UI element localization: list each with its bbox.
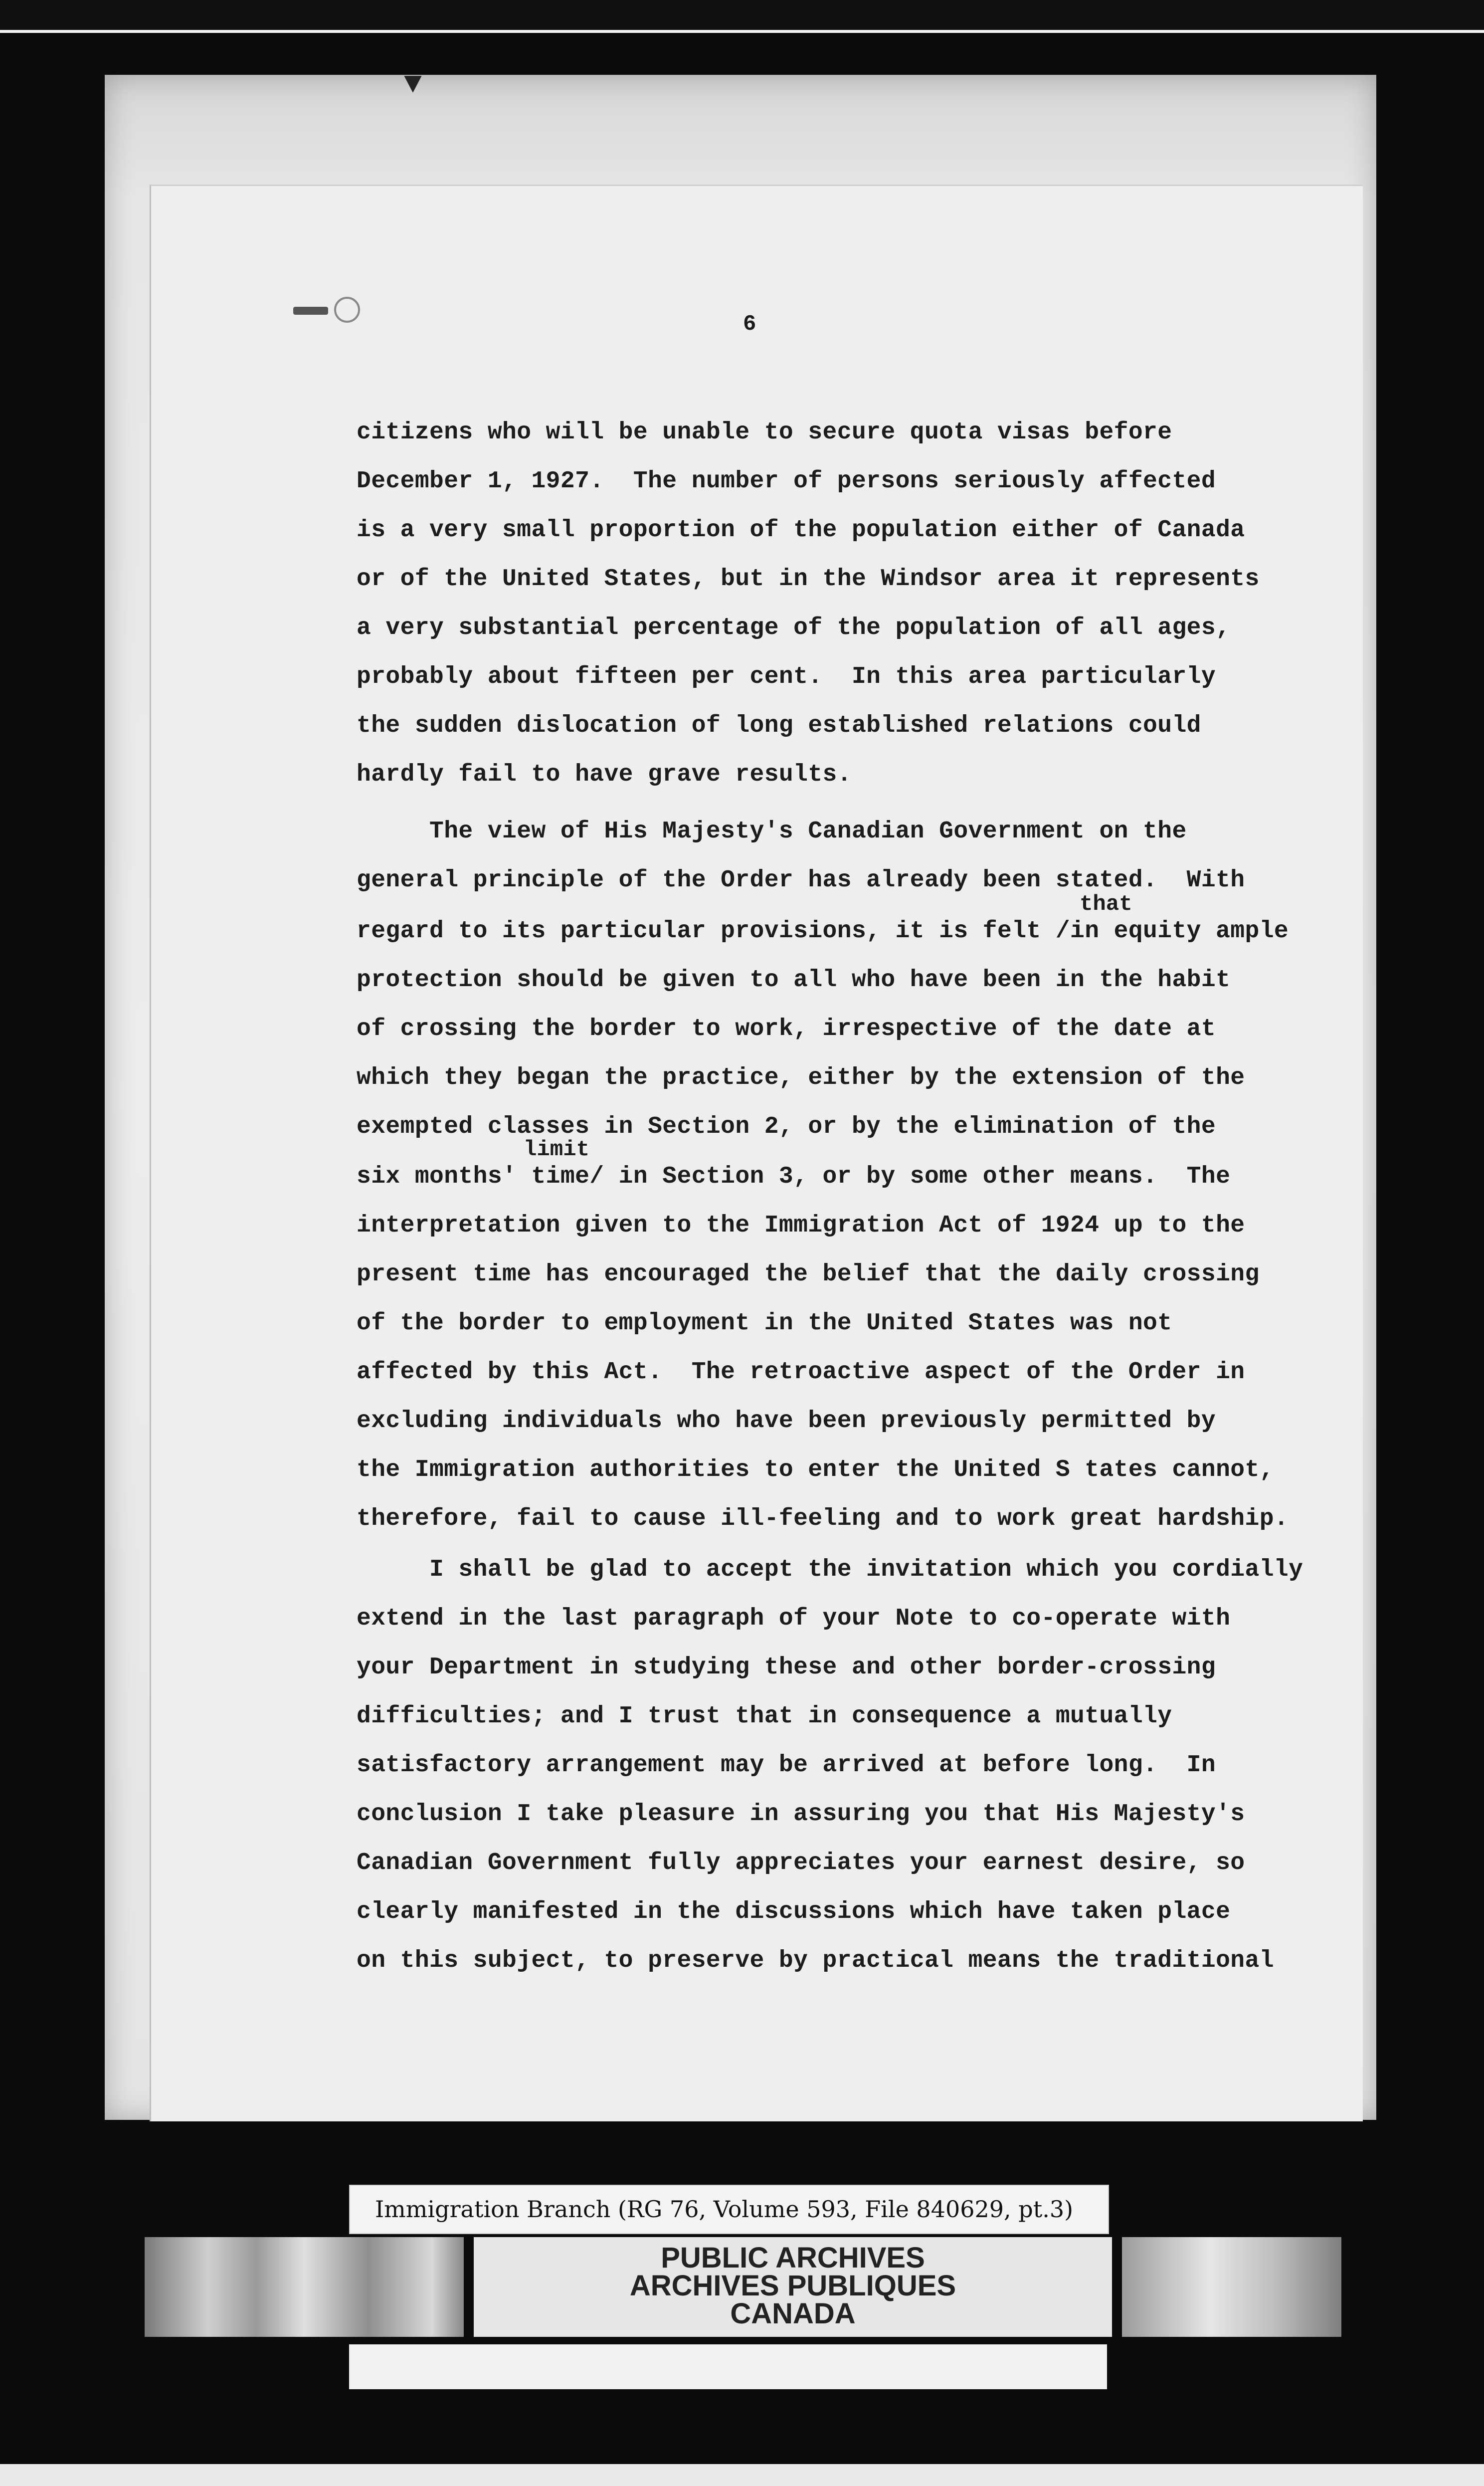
text-line: Canadian Government fully appreciates your earnest desire, so: [357, 1850, 1245, 1876]
text-line: your Department in studying these and other border-crossing: [357, 1654, 1216, 1681]
stamp-line-1: PUBLIC ARCHIVES: [661, 2242, 925, 2274]
text-line: December 1, 1927. The number of persons seriously affected: [357, 468, 1216, 495]
text-line: The view of His Majesty's Canadian Government on the: [357, 818, 1187, 845]
film-frame-left: [145, 2237, 464, 2337]
page-number: 6: [743, 312, 756, 337]
film-edge-top: [0, 0, 1484, 33]
top-ink-mark: ▼: [404, 68, 422, 102]
text-line: is a very small proportion of the population either of Canada: [357, 517, 1245, 544]
stamp-line-2: ARCHIVES PUBLIQUES: [629, 2270, 956, 2302]
text-line: citizens who will be unable to secure quota visas before: [357, 419, 1172, 446]
text-line: I shall be glad to accept the invitation which you cordially: [357, 1556, 1303, 1583]
text-line: on this subject, to preserve by practical means the traditional: [357, 1947, 1274, 1974]
text-line: which they began the practice, either by the extension of the: [357, 1064, 1245, 1091]
text-line: protection should be given to all who have been in the habit: [357, 967, 1231, 994]
text-line: general principle of the Order has already been stated. With: [357, 867, 1245, 894]
text-line: excluding individuals who have been previously permitted by: [357, 1408, 1216, 1435]
text-line: of crossing the border to work, irrespective of the date at: [357, 1016, 1216, 1042]
interlinear-insert: limit: [524, 1137, 590, 1162]
film-frame-right: [1122, 2237, 1341, 2337]
archive-stamp-row: [145, 2237, 1341, 2337]
text-line: satisfactory arrangement may be arrived at before long. In: [357, 1752, 1216, 1779]
text-line: interpretation given to the Immigration Act of 1924 up to the: [357, 1212, 1245, 1239]
corner-stamp-mark: [293, 292, 368, 327]
text-line: the Immigration authorities to enter the United S tates cannot,: [357, 1456, 1274, 1483]
film-edge-bottom: [0, 2464, 1484, 2486]
text-line: difficulties; and I trust that in consequence a mutually: [357, 1703, 1172, 1730]
text-line: regard to its particular provisions, it is felt /in equity ample: [357, 918, 1289, 945]
text-line: therefore, fail to cause ill-feeling and to work great hardship.: [357, 1505, 1289, 1532]
bottom-label-strip: [349, 2344, 1107, 2389]
interlinear-insert: that: [1080, 892, 1132, 917]
stamp-line-3: CANADA: [730, 2297, 856, 2330]
text-line: a very substantial percentage of the population of all ages,: [357, 615, 1231, 641]
text-line: affected by this Act. The retroactive aspect of the Order in: [357, 1359, 1245, 1386]
text-line: of the border to employment in the United States was not: [357, 1310, 1172, 1337]
text-line: extend in the last paragraph of your Note to co-operate with: [357, 1605, 1231, 1632]
archive-caption: Immigration Branch (RG 76, Volume 593, File 840629, pt.3): [375, 2196, 1074, 2223]
text-line: hardly fail to have grave results.: [357, 761, 852, 788]
archive-stamp: [474, 2237, 1112, 2337]
text-line: the sudden dislocation of long established relations could: [357, 712, 1201, 739]
text-line: or of the United States, but in the Windsor area it represents: [357, 566, 1260, 593]
text-line: six months' time/ in Section 3, or by some other means. The: [357, 1163, 1231, 1190]
text-line: conclusion I take pleasure in assuring you that His Majesty's: [357, 1801, 1245, 1828]
text-line: probably about fifteen per cent. In this area particularly: [357, 663, 1216, 690]
text-line: clearly manifested in the discussions which have taken place: [357, 1898, 1231, 1925]
text-line: present time has encouraged the belief that the daily crossing: [357, 1261, 1260, 1288]
archive-caption-strip: [349, 2185, 1109, 2234]
text-line: exempted classes in Section 2, or by the elimination of the: [357, 1113, 1216, 1140]
